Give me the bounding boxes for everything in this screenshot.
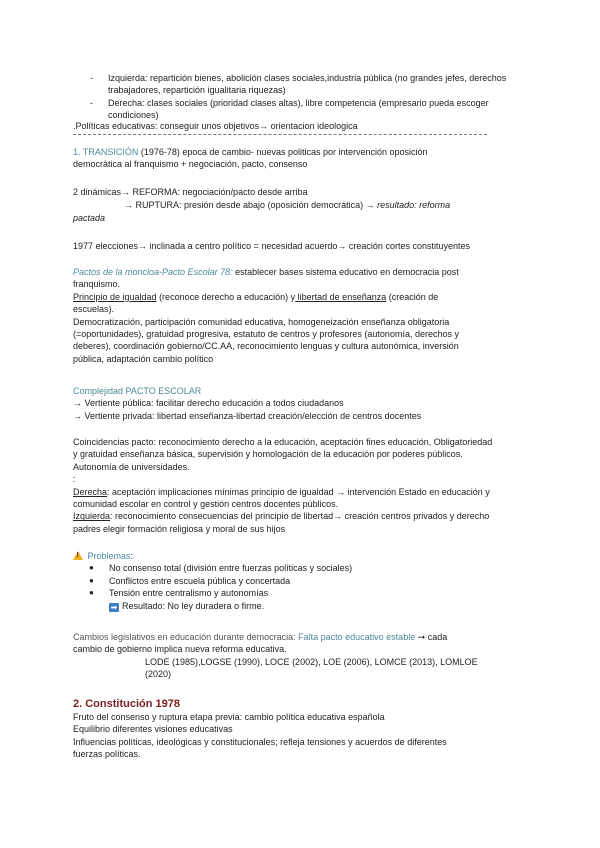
- bullet-icon: ●: [89, 563, 94, 573]
- resultado-text: Resultado: No ley duradera o firme.: [122, 600, 265, 611]
- coincidencias-line: :: [73, 474, 76, 485]
- pactos-text-4: escuelas).: [73, 304, 115, 315]
- bullet-icon: ●: [89, 588, 94, 598]
- complejidad-section: [73, 385, 533, 422]
- bullet-text: Derecha: clases sociales (prioridad clases altas), libre competencia (empresario pueda escoger: [108, 97, 489, 108]
- constitucion-line: Influencias políticas, ideológicas y constitucionales; refleja tensiones y acuerdos de diferentes: [73, 736, 447, 747]
- problema-text: No consenso total (división entre fuerzas políticas y sociales): [109, 563, 353, 574]
- democratizacion-line: pública, adaptación cambio político: [73, 353, 214, 364]
- pactos-title: Pactos de la moncloa-Pacto Escolar 78:: [73, 267, 233, 277]
- problemas-title: Problemas: [87, 551, 131, 561]
- coincidencias-line: Coincidencias pacto: reconocimiento derecho a la educación, aceptación fines educación, Obligatoriedad: [73, 437, 493, 447]
- derecha-label: Derecha: [73, 486, 108, 497]
- izquierda-text: : reconocimiento consecuencias del principio de libertad→ creación centros privados y derecho: [110, 511, 490, 522]
- transicion-text-2: democràtica al franquismo + negociación, pacto, consenso: [73, 159, 308, 170]
- coincidencias-line: y gratuidad enseñanza básica, supervisión y homologación de la educación por poderes públicos.: [73, 449, 463, 460]
- problema-text: Conflictos entre escuela pública y concertada: [109, 575, 291, 586]
- resultado-reforma: resultado: reforma: [377, 200, 451, 211]
- pactos-end: (creación de: [386, 291, 439, 302]
- bullet-marker: -: [90, 73, 93, 83]
- leyes-line: LODE (1985),LOGSE (1990), LOCE (2002), LOE (2006), LOMCE (2013), LOMLOE: [145, 656, 478, 667]
- libertad-ensenanza: libertad de enseñanza: [295, 291, 387, 302]
- bullet-text: Izquierda: repartición bienes, abolición clases sociales,industria pública (no grandes jefes, derechos: [108, 73, 507, 83]
- bullet-text: trabajadores, repartición igualitaria riquezas): [108, 85, 286, 96]
- izquierda-text-2: padres elegir formación religiosa y moral de sus hijos: [73, 523, 286, 534]
- transicion-text: (1976-78) epoca de cambio- nuevas politicas por intervención oposición: [138, 147, 428, 157]
- vertiente-publica: → Vertiente pública: facilitar derecho educación a todos ciudadanos: [73, 398, 344, 409]
- problema-text: Tensión entre centralismo y autonomías: [109, 588, 269, 599]
- derecha-text: : aceptación implicaciones mínimas principio de igualdad → intervención Estado en educación y: [107, 486, 490, 497]
- list-item: [90, 97, 530, 122]
- leyes-line-2: (2020): [145, 669, 172, 680]
- democratizacion-line: Democratización, participación comunidad educativa, homogeneización enseñanza obligatoria: [73, 316, 450, 327]
- cambios-cada: ➞ cada: [415, 632, 448, 642]
- pactos-text: establecer bases sistema educativo en democracia post: [232, 267, 459, 277]
- complejidad-title: Complejidad PACTO ESCOLAR: [73, 386, 202, 396]
- constitucion-line: Fruto del consenso y ruptura etapa previa: cambio política educativa española: [73, 712, 385, 722]
- constitucion-line: Equilibrio diferentes visiones educativas: [73, 724, 233, 735]
- intro-bullet-list: [90, 72, 530, 122]
- warning-icon: [73, 551, 83, 560]
- izquierda-label: Izquierda: [73, 511, 111, 522]
- bullet-icon: ●: [89, 575, 94, 585]
- coincidencias-section: [73, 436, 543, 535]
- dinamicas-section: [73, 186, 533, 224]
- vertiente-privada: → Vertiente privada: libertad enseñanza-libertad creación/elección de centros docentes: [73, 410, 422, 421]
- bullet-text: condiciones): [108, 110, 159, 121]
- resultado-pactada: pactada: [73, 212, 106, 223]
- dinamicas-ruptura: → RUPTURA: presión desde abajo (oposición democrática) →: [124, 200, 375, 211]
- transicion-section: [73, 146, 533, 171]
- derecha-text-2: comunidad escolar en control y gestión centros docentes públicos.: [73, 499, 339, 510]
- democratizacion-line: deberes), coordinación gobierno/CC.AA, reconocimiento lenguas y cultura autonómica, inversión: [73, 341, 459, 352]
- problemas-section: [73, 550, 533, 612]
- pactos-mid: (reconoce derecho a educación) y: [156, 291, 296, 302]
- constitucion-section: [73, 697, 533, 761]
- pactos-text-2: franquismo.: [73, 279, 121, 290]
- arrow-right-icon: ➡: [110, 602, 118, 612]
- constitucion-heading: 2. Constitución 1978: [73, 698, 180, 710]
- cambios-prefix: Cambios legislativos en educación durante democracia:: [73, 632, 296, 642]
- cambios-section: [73, 631, 533, 681]
- bullet-marker: -: [90, 97, 93, 108]
- dashed-separator: [73, 134, 487, 135]
- politicas-line: .Políticas educativas: conseguir unos objetivos→ orientacion ideologica: [73, 121, 358, 131]
- problemas-colon: :: [130, 551, 134, 561]
- democratizacion-line: (=oportunidades), gratuidad progresiva, estatuto de centros y profesores (autonomía, derechos y: [73, 329, 459, 340]
- dinamicas-reforma: 2 dinámicas→ REFORMA: negociación/pacto desde arriba: [73, 187, 308, 197]
- list-item: [73, 587, 533, 599]
- elecciones-line: 1977 elecciones→ inclinada a centro político = necesidad acuerdo→ creación cortes constituyentes: [73, 241, 470, 251]
- coincidencias-line: Autonomía de universidades.: [73, 461, 190, 472]
- principio-igualdad: Principio de igualdad: [73, 291, 157, 302]
- transicion-heading: 1. TRANSICIÓN: [73, 147, 139, 157]
- falta-pacto: Falta pacto educativo estable: [295, 632, 416, 642]
- constitucion-line: fuerzas políticas.: [73, 749, 141, 760]
- cambios-line-2: cambio de gobierno implica nueva reforma educativa.: [73, 644, 287, 655]
- pactos-section: [73, 266, 533, 365]
- list-item: [73, 562, 533, 574]
- list-item: [73, 575, 533, 587]
- list-item: [90, 72, 530, 97]
